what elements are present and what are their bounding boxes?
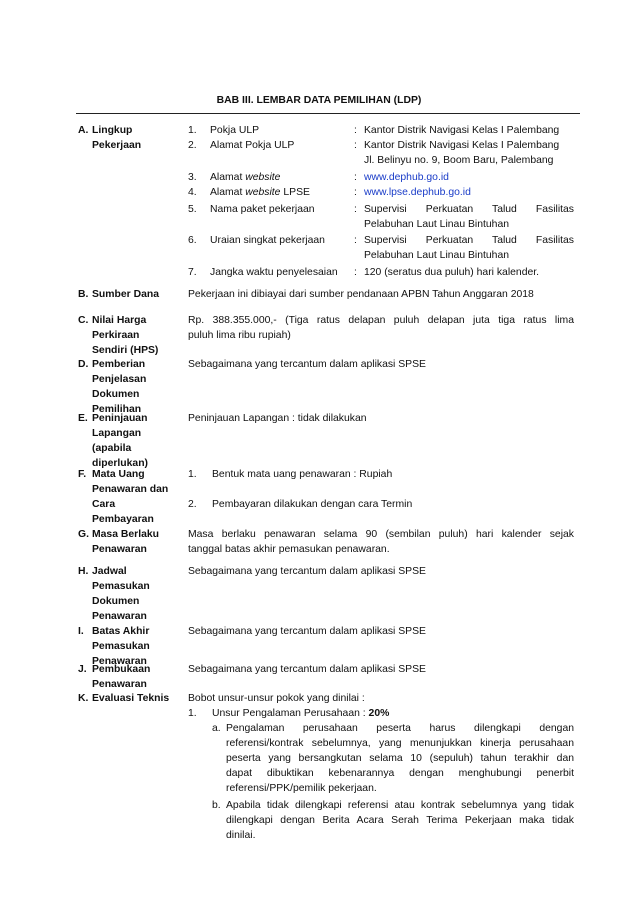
section-label: Penawaran <box>92 656 147 667</box>
item-colon: : <box>354 125 357 136</box>
section-text: tanggal batas akhir pemasukan penawaran. <box>188 544 390 555</box>
section-letter: B. <box>78 289 89 300</box>
section-text: Peninjauan Lapangan : tidak dilakukan <box>188 413 367 424</box>
section-letter: A. <box>78 125 89 136</box>
item-colon: : <box>354 235 357 246</box>
item-text: Unsur Pengalaman Perusahaan : 20% <box>212 708 390 719</box>
item-label: Jangka waktu penyelesaian <box>210 267 338 278</box>
item-number: 1. <box>188 469 197 480</box>
item-value: Jl. Belinyu no. 9, Boom Baru, Palembang <box>364 155 554 166</box>
section-label: Dokumen <box>92 389 140 400</box>
item-number: 2. <box>188 140 197 151</box>
paragraph-line: dinilai. <box>226 830 256 841</box>
item-number: 5. <box>188 204 197 215</box>
item-value: Pelabuhan Laut Linau Bintuhan <box>364 250 510 261</box>
section-label: Pemasukan <box>92 581 150 592</box>
paragraph-line: Apabila tidak dilengkapi referensi atau kontrak sebelumnya yang tidak <box>226 800 574 811</box>
lpse-link[interactable]: www.lpse.dephub.go.id <box>364 187 471 198</box>
item-number: 1. <box>188 708 197 719</box>
item-colon: : <box>354 204 357 215</box>
list-letter: a. <box>212 723 221 734</box>
section-label: Dokumen <box>92 596 140 607</box>
section-label: Lingkup <box>92 125 133 136</box>
section-label: Penawaran dan <box>92 484 169 495</box>
section-label: Penawaran <box>92 611 147 622</box>
section-label: diperlukan) <box>92 458 149 469</box>
item-colon: : <box>354 140 357 151</box>
section-label: Penawaran <box>92 544 147 555</box>
section-letter: G. <box>78 529 89 540</box>
section-text: Bobot unsur-unsur pokok yang dinilai : <box>188 693 365 704</box>
item-value: Kantor Distrik Navigasi Kelas I Palembang <box>364 140 560 151</box>
item-label: Nama paket pekerjaan <box>210 204 315 215</box>
section-letter: C. <box>78 315 89 326</box>
section-label: Penjelasan <box>92 374 147 385</box>
section-label: Pemasukan <box>92 641 150 652</box>
item-number: 6. <box>188 235 197 246</box>
paragraph-line: peserta yang bersangkutan selama 10 (sepuluh) tahun terakhir dan <box>226 753 574 764</box>
section-letter: K. <box>78 693 89 704</box>
section-label: Pemilihan <box>92 404 142 415</box>
section-letter: H. <box>78 566 89 577</box>
section-letter: F. <box>78 469 87 480</box>
item-colon: : <box>354 187 357 198</box>
section-letter: D. <box>78 359 89 370</box>
section-label: Jadwal <box>92 566 127 577</box>
item-text: Pembayaran dilakukan dengan cara Termin <box>212 499 413 510</box>
item-value: Supervisi Perkuatan Talud Fasilitas <box>364 235 574 246</box>
section-text: Sebagaimana yang tercantum dalam aplikasi SPSE <box>188 664 426 675</box>
section-letter: J. <box>78 664 87 675</box>
item-value: Pelabuhan Laut Linau Bintuhan <box>364 219 510 230</box>
item-value: Kantor Distrik Navigasi Kelas I Palembang <box>364 125 560 136</box>
item-colon: : <box>354 172 357 183</box>
list-letter: b. <box>212 800 221 811</box>
item-text: Bentuk mata uang penawaran : Rupiah <box>212 469 393 480</box>
section-label: Pembukaan <box>92 664 151 675</box>
section-label: Nilai Harga <box>92 315 147 326</box>
item-number: 2. <box>188 499 197 510</box>
section-text: Masa berlaku penawaran selama 90 (sembilan puluh) hari kalender sejak <box>188 529 574 540</box>
section-label: Batas Akhir <box>92 626 150 637</box>
item-label: Uraian singkat pekerjaan <box>210 235 325 246</box>
paragraph-line: referensi/kontrak sebelumnya, yang menunjukkan kinerja perusahaan <box>226 738 574 749</box>
page-title: BAB III. LEMBAR DATA PEMILIHAN (LDP) <box>216 95 422 106</box>
section-label: Lapangan <box>92 428 142 439</box>
item-value: 120 (seratus dua puluh) hari kalender. <box>364 267 540 278</box>
item-value: Supervisi Perkuatan Talud Fasilitas <box>364 204 574 215</box>
item-label: Alamat Pokja ULP <box>210 140 295 151</box>
item-label: Pokja ULP <box>210 125 260 136</box>
section-label: Sumber Dana <box>92 289 159 300</box>
section-text: Sebagaimana yang tercantum dalam aplikasi SPSE <box>188 359 426 370</box>
section-label: Pekerjaan <box>92 140 142 151</box>
section-label: Penawaran <box>92 679 147 690</box>
paragraph-line: referensi/PPK/pemilik pekerjaan. <box>226 783 377 794</box>
item-number: 4. <box>188 187 197 198</box>
title-rule <box>76 113 580 114</box>
section-text: Sebagaimana yang tercantum dalam aplikasi SPSE <box>188 626 426 637</box>
paragraph-line: Pengalaman perusahaan peserta harus dilengkapi dengan <box>226 723 574 734</box>
section-text: Pekerjaan ini dibiayai dari sumber pendanaan APBN Tahun Anggaran 2018 <box>188 289 534 300</box>
paragraph-line: dapat dibuktikan kebenarannya dengan menghubungi penerbit <box>226 768 574 779</box>
section-label: Mata Uang <box>92 469 145 480</box>
section-label: Pemberian <box>92 359 146 370</box>
item-number: 7. <box>188 267 197 278</box>
item-label: Alamat website <box>210 172 281 183</box>
item-label: Alamat website LPSE <box>210 187 310 198</box>
section-letter: E. <box>78 413 88 424</box>
section-label: Cara <box>92 499 116 510</box>
section-label: Sendiri (HPS) <box>92 345 159 356</box>
section-text: Sebagaimana yang tercantum dalam aplikasi SPSE <box>188 566 426 577</box>
section-label: Peninjauan <box>92 413 148 424</box>
item-number: 3. <box>188 172 197 183</box>
section-label: Masa Berlaku <box>92 529 159 540</box>
website-link[interactable]: www.dephub.go.id <box>364 172 449 183</box>
item-number: 1. <box>188 125 197 136</box>
item-colon: : <box>354 267 357 278</box>
section-letter: I. <box>78 626 84 637</box>
section-label: (apabila <box>92 443 132 454</box>
section-label: Perkiraan <box>92 330 140 341</box>
section-label: Pembayaran <box>92 514 154 525</box>
paragraph-line: dilengkapi dengan Berita Acara Serah Terima Pekerjaan maka tidak <box>226 815 574 826</box>
section-label: Evaluasi Teknis <box>92 693 170 704</box>
hps-value: puluh lima ribu rupiah) <box>188 330 291 341</box>
hps-value: Rp. 388.355.000,- (Tiga ratus delapan puluh delapan juta tiga ratus lima <box>188 315 574 326</box>
